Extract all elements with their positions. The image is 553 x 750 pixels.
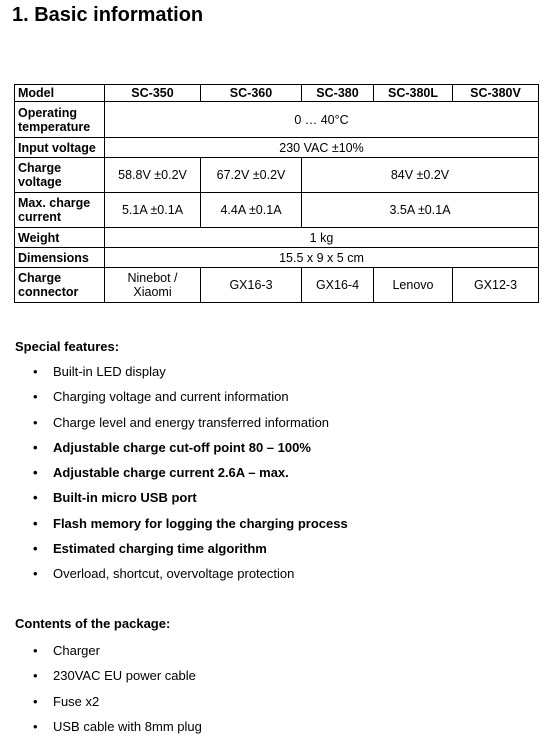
table-cell: 230 VAC ±10% [105, 138, 539, 158]
model-header: SC-380 [302, 85, 374, 102]
list-item: • Built-in micro USB port [33, 489, 348, 514]
special-features-list [33, 363, 348, 591]
list-item: • Built-in LED display [33, 363, 348, 388]
list-item: • Adjustable charge cut-off point 80 – 100% [33, 439, 348, 464]
row-label: Model [15, 85, 105, 102]
table-cell: GX16-4 [302, 268, 374, 303]
spec-table [14, 84, 539, 303]
table-cell: 4.4A ±0.1A [201, 193, 302, 228]
row-label: Max. charge current [15, 193, 105, 228]
table-row-weight [15, 228, 539, 248]
table-cell: 58.8V ±0.2V [105, 158, 201, 193]
row-label: Charge voltage [15, 158, 105, 193]
table-cell: GX16-3 [201, 268, 302, 303]
table-row-model [15, 85, 539, 102]
list-item: • Charge level and energy transferred information [33, 414, 348, 439]
table-row-max-charge-current [15, 193, 539, 228]
package-contents-heading: Contents of the package: [15, 616, 171, 631]
list-item: • Flash memory for logging the charging process [33, 515, 348, 540]
table-cell: 5.1A ±0.1A [105, 193, 201, 228]
list-item: • 230VAC EU power cable [33, 667, 202, 692]
table-cell: 67.2V ±0.2V [201, 158, 302, 193]
package-contents-list [33, 642, 202, 743]
table-row-input-voltage [15, 138, 539, 158]
model-header: SC-380L [374, 85, 453, 102]
list-item: • Charger [33, 642, 202, 667]
model-header: SC-350 [105, 85, 201, 102]
list-item: • Estimated charging time algorithm [33, 540, 348, 565]
table-cell: Ninebot / Xiaomi [105, 268, 201, 303]
list-item: • Overload, shortcut, overvoltage protection [33, 565, 348, 590]
table-cell: Lenovo [374, 268, 453, 303]
table-cell: 84V ±0.2V [302, 158, 539, 193]
row-label: Dimensions [15, 248, 105, 268]
model-header: SC-380V [453, 85, 539, 102]
row-label: Charge connector [15, 268, 105, 303]
model-header: SC-360 [201, 85, 302, 102]
list-item: • Charging voltage and current information [33, 388, 348, 413]
table-cell: 3.5A ±0.1A [302, 193, 539, 228]
list-item: • USB cable with 8mm plug [33, 718, 202, 743]
row-label: Operating temperature [15, 102, 105, 138]
table-row-charge-connector [15, 268, 539, 303]
table-cell: 1 kg [105, 228, 539, 248]
table-row-operating-temperature [15, 102, 539, 138]
list-item: • Adjustable charge current 2.6A – max. [33, 464, 348, 489]
row-label: Weight [15, 228, 105, 248]
table-cell: 0 … 40°C [105, 102, 539, 138]
table-cell: 15.5 x 9 x 5 cm [105, 248, 539, 268]
table-row-dimensions [15, 248, 539, 268]
table-row-charge-voltage [15, 158, 539, 193]
row-label: Input voltage [15, 138, 105, 158]
special-features-heading: Special features: [15, 339, 120, 354]
table-cell: GX12-3 [453, 268, 539, 303]
list-item: • Fuse x2 [33, 693, 202, 718]
page-title: 1. Basic information [12, 4, 204, 26]
